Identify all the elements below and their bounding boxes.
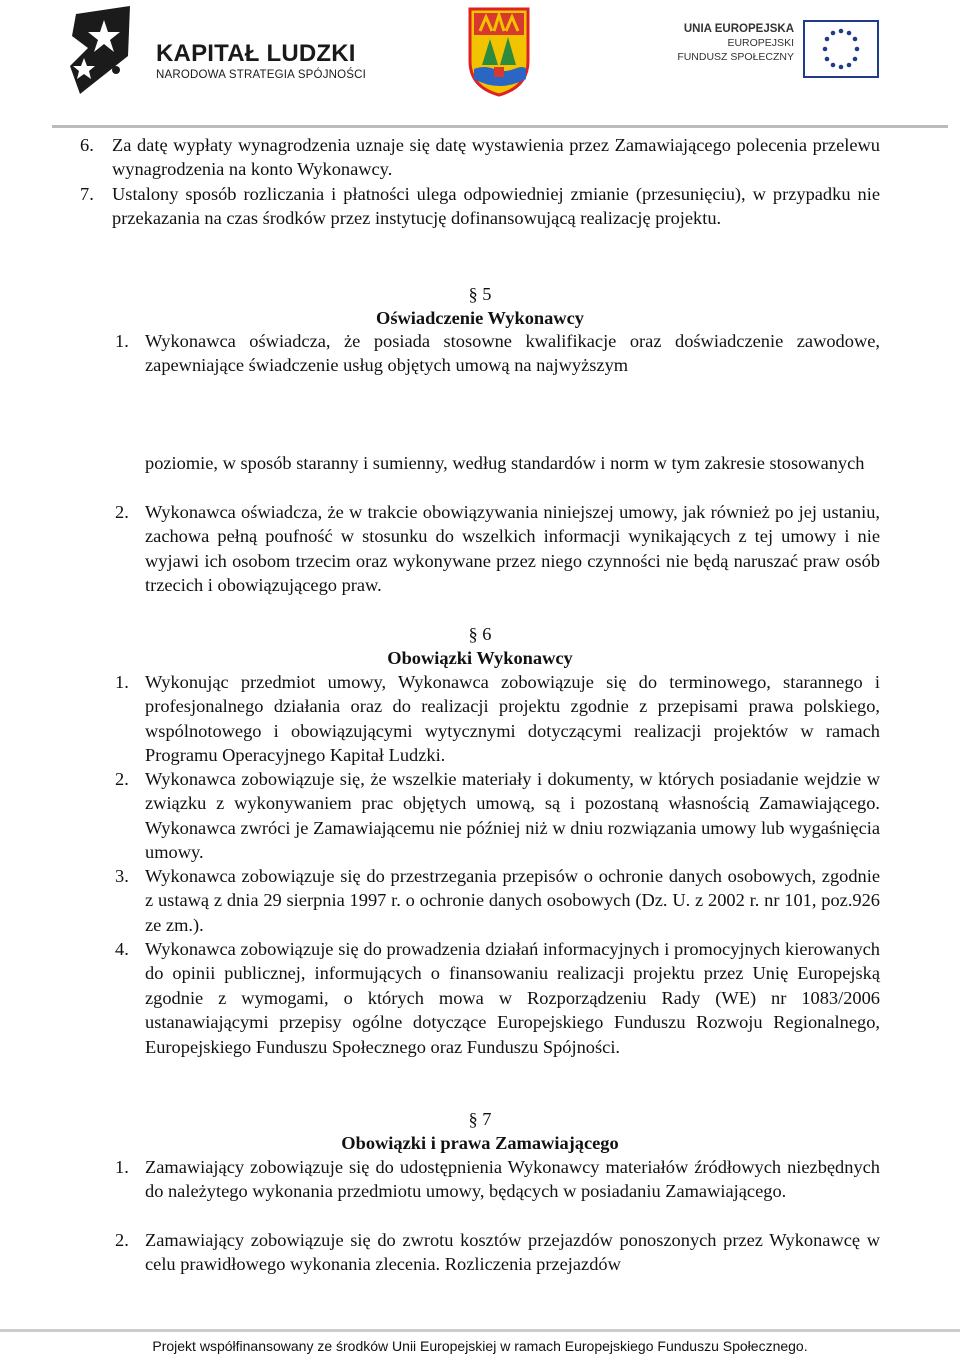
section-mark: § 6 <box>468 624 492 644</box>
list-item <box>115 500 880 598</box>
list-number: 2. <box>115 502 129 522</box>
list-text: Wykonawca zobowiązuje się do przestrzegania przepisów o ochronie danych osobowych, zgodnie z ustawą z dnia 29 sierpnia 1997 r. o ochronie danych osobowych (Dz. U. z 2002 r. nr 101, poz.926 ze zm.). <box>145 866 880 935</box>
list-number: 1. <box>115 331 129 351</box>
list-number: 3. <box>115 866 129 886</box>
section-title: Obowiązki Wykonawcy <box>387 648 573 668</box>
page-footer: Projekt współfinansowany ze środków Unii Europejskiej w ramach Europejskiego Funduszu Społecznego. <box>152 1338 808 1354</box>
page-header <box>0 0 960 128</box>
list-item <box>80 133 880 182</box>
eu-line1: UNIA EUROPEJSKA <box>683 23 794 35</box>
eu-flag-icon <box>803 20 879 78</box>
list-item <box>115 767 880 865</box>
list-text: Za datę wypłaty wynagrodzenia uznaje się datę wystawienia przez Zamawiającego polecenia przelewu wynagrodzenia na konto Wykonawcy. <box>112 135 880 180</box>
list-item <box>115 329 880 378</box>
kapital-ludzki-star-icon <box>70 6 150 100</box>
list-item <box>80 182 880 231</box>
footer-divider <box>0 1329 960 1332</box>
list-text: Wykonawca oświadcza, że w trakcie obowiązywania niniejszej umowy, jak również po jej ustaniu, zachowa pełną poufność w stosunku do wszelkich informacji wynikających z tej umowy i nie wyjawi ich osobom trzecim oraz wykonywane przez niego czynności nie będą naruszać praw osób trzecich i obowiązującego praw. <box>145 502 880 596</box>
section-mark: § 5 <box>468 284 492 304</box>
list-text: Ustalony sposób rozliczania i płatności ulega odpowiedniej zmianie (przesunięciu), w przypadku nie przekazania na czas środków przez instytucję dofinansowującą realizację projektu. <box>112 184 880 229</box>
regional-crest-icon <box>468 7 530 97</box>
list-number: 7. <box>80 184 94 204</box>
list-text: Zamawiający zobowiązuje się do zwrotu kosztów przejazdów ponoszonych przez Wykonawcę w celu prawidłowego wykonania zlecenia. Rozliczenia przejazdów <box>145 1230 880 1275</box>
eu-logo <box>672 20 882 80</box>
list-text: Zamawiający zobowiązuje się do udostępnienia Wykonawcy materiałów źródłowych niezbędnych do należytego wykonania przedmiotu umowy, będących w posiadaniu Zamawiającego. <box>145 1157 880 1202</box>
list-text: Wykonawca zobowiązuje się, że wszelkie materiały i dokumenty, w których posiadanie wejdzie w związku z wykonywaniem prac objętych umową, są i pozostaną własnością Zamawiającego. Wykonawca zwróci je Zamawiającemu nie później niż w dniu rozwiązania umowy lub wygaśnięcia umowy. <box>145 769 880 863</box>
list-text: poziomie, w sposób staranny i sumienny, według standardów i norm w tym zakresie stosowanych <box>145 453 865 473</box>
section-mark: § 7 <box>468 1109 492 1129</box>
eu-line3: FUNDUSZ SPOŁECZNY <box>677 51 794 63</box>
list-item <box>115 1155 880 1204</box>
list-item-continuation <box>145 451 880 475</box>
list-number: 4. <box>115 939 129 959</box>
eu-line2: EUROPEJSKI <box>727 37 794 49</box>
section-title: Oświadczenie Wykonawcy <box>376 308 584 328</box>
list-item <box>115 1228 880 1277</box>
kapital-ludzki-name: KAPITAŁ LUDZKI <box>156 40 356 67</box>
section-title: Obowiązki i prawa Zamawiającego <box>341 1133 619 1153</box>
header-divider <box>52 125 948 128</box>
list-item <box>115 937 880 1059</box>
list-item <box>115 864 880 937</box>
list-number: 1. <box>115 672 129 692</box>
list-text: Wykonując przedmiot umowy, Wykonawca zobowiązuje się do terminowego, starannego i profesjonalnego działania oraz do realizacji projektu zgodnie z przepisami prawa polskiego, wspólnotowego i obowiązującymi wytycznymi dotyczącymi realizacji projektów w ramach Programu Operacyjnego Kapitał Ludzki. <box>145 672 880 766</box>
kapital-ludzki-logo <box>70 6 370 100</box>
list-item <box>115 670 880 768</box>
list-number: 2. <box>115 769 129 789</box>
list-number: 6. <box>80 135 94 155</box>
list-text: Wykonawca oświadcza, że posiada stosowne kwalifikacje oraz doświadczenie zawodowe, zapewniające świadczenie usług objętych umową na najwyższym <box>145 331 880 376</box>
list-number: 2. <box>115 1230 129 1250</box>
list-number: 1. <box>115 1157 129 1177</box>
list-text: Wykonawca zobowiązuje się do prowadzenia działań informacyjnych i promocyjnych kierowanych do opinii publicznej, informujących o finansowaniu realizacji projektu przez Unię Europejską zgodnie z wymogami, o których mowa w Rozporządzeniu Rady (WE) nr 1083/2006 ustanawiającymi przepisy ogólne dotyczące Europejskiego Funduszu Rozwoju Regionalnego, Europejskiego Funduszu Społecznego oraz Funduszu Spójności. <box>145 939 880 1057</box>
kapital-ludzki-subtitle: NARODOWA STRATEGIA SPÓJNOŚCI <box>156 69 367 81</box>
